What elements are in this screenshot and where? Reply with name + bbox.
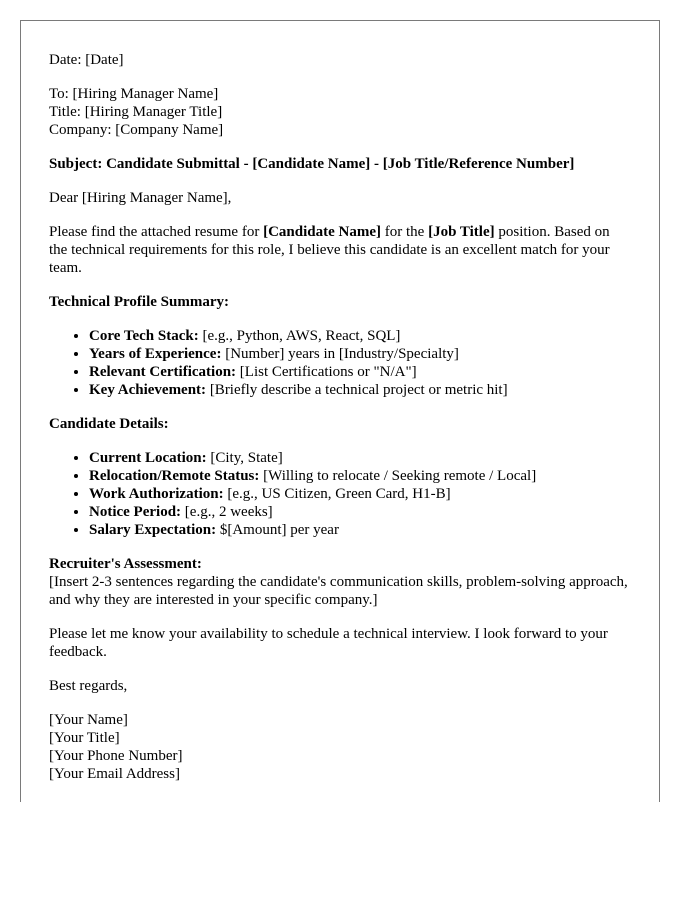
date-line: Date: [Date]: [49, 52, 124, 68]
list-item-notice-period: [89, 503, 629, 521]
technical-heading: [49, 293, 629, 311]
list-item-years-experience: [89, 345, 629, 363]
item-label: Relevant Certification:: [89, 364, 237, 380]
recipient-block: [49, 85, 629, 139]
letter-page: [20, 20, 660, 802]
recipient-name: To: [Hiring Manager Name]: [49, 86, 219, 102]
intro-paragraph: [49, 223, 629, 277]
item-value: [List Certifications or "N/A"]: [236, 364, 417, 380]
item-value: [City, State]: [206, 450, 283, 466]
intro-part-2: for the: [381, 224, 429, 240]
signature-block: [49, 711, 629, 783]
list-item-certification: [89, 363, 629, 381]
subject-line: [49, 155, 629, 173]
list-item-key-achievement: [89, 381, 629, 399]
details-heading-text: Candidate Details:: [49, 416, 169, 432]
item-value: [e.g., 2 weeks]: [181, 504, 273, 520]
salutation: Dear [Hiring Manager Name],: [49, 190, 232, 206]
item-label: Salary Expectation:: [89, 522, 217, 538]
assessment-text: [Insert 2-3 sentences regarding the candidate's communication skills, problem-solving approach, and why they are interested in your specific company.]: [49, 574, 628, 608]
item-value: [Briefly describe a technical project or metric hit]: [206, 382, 508, 398]
item-label: Core Tech Stack:: [89, 328, 199, 344]
item-label: Key Achievement:: [89, 382, 207, 398]
details-heading: [49, 415, 629, 433]
item-label: Notice Period:: [89, 504, 182, 520]
item-value: [e.g., US Citizen, Green Card, H1-B]: [223, 486, 451, 502]
closing-paragraph: Please let me know your availability to schedule a technical interview. I look forward to your feedback.: [49, 626, 608, 660]
signature-name: [Your Name]: [49, 712, 128, 728]
intro-part-3: position. Based on the technical requirements for this role, I believe this candidate is an excellent match for your team.: [49, 224, 610, 276]
recipient-title: Title: [Hiring Manager Title]: [49, 104, 223, 120]
recipient-company: Company: [Company Name]: [49, 122, 224, 138]
intro-job-title: [Job Title]: [428, 224, 495, 240]
subject-text: Subject: Candidate Submittal - [Candidate Name] - [Job Title/Reference Number]: [49, 156, 575, 172]
sign-off: Best regards,: [49, 678, 128, 694]
item-label: Work Authorization:: [89, 486, 224, 502]
list-item-salary-expectation: [89, 521, 629, 539]
signature-title: [Your Title]: [49, 730, 120, 746]
assessment-section: [49, 555, 629, 609]
item-value: $[Amount] per year: [216, 522, 339, 538]
item-value: [Number] years in [Industry/Specialty]: [221, 346, 459, 362]
list-item-relocation-status: [89, 467, 629, 485]
technical-list: [49, 327, 629, 399]
assessment-heading: Recruiter's Assessment:: [49, 556, 202, 572]
item-value: [e.g., Python, AWS, React, SQL]: [198, 328, 401, 344]
signature-email: [Your Email Address]: [49, 766, 180, 782]
technical-heading-text: Technical Profile Summary:: [49, 294, 229, 310]
list-item-work-authorization: [89, 485, 629, 503]
item-label: Current Location:: [89, 450, 207, 466]
list-item-current-location: [89, 449, 629, 467]
item-label: Years of Experience:: [89, 346, 222, 362]
list-item-core-tech-stack: [89, 327, 629, 345]
intro-part-1: Please find the attached resume for: [49, 224, 264, 240]
item-value: [Willing to relocate / Seeking remote / Local]: [259, 468, 537, 484]
intro-candidate-name: [Candidate Name]: [263, 224, 381, 240]
signature-phone: [Your Phone Number]: [49, 748, 183, 764]
details-list: [49, 449, 629, 539]
item-label: Relocation/Remote Status:: [89, 468, 260, 484]
